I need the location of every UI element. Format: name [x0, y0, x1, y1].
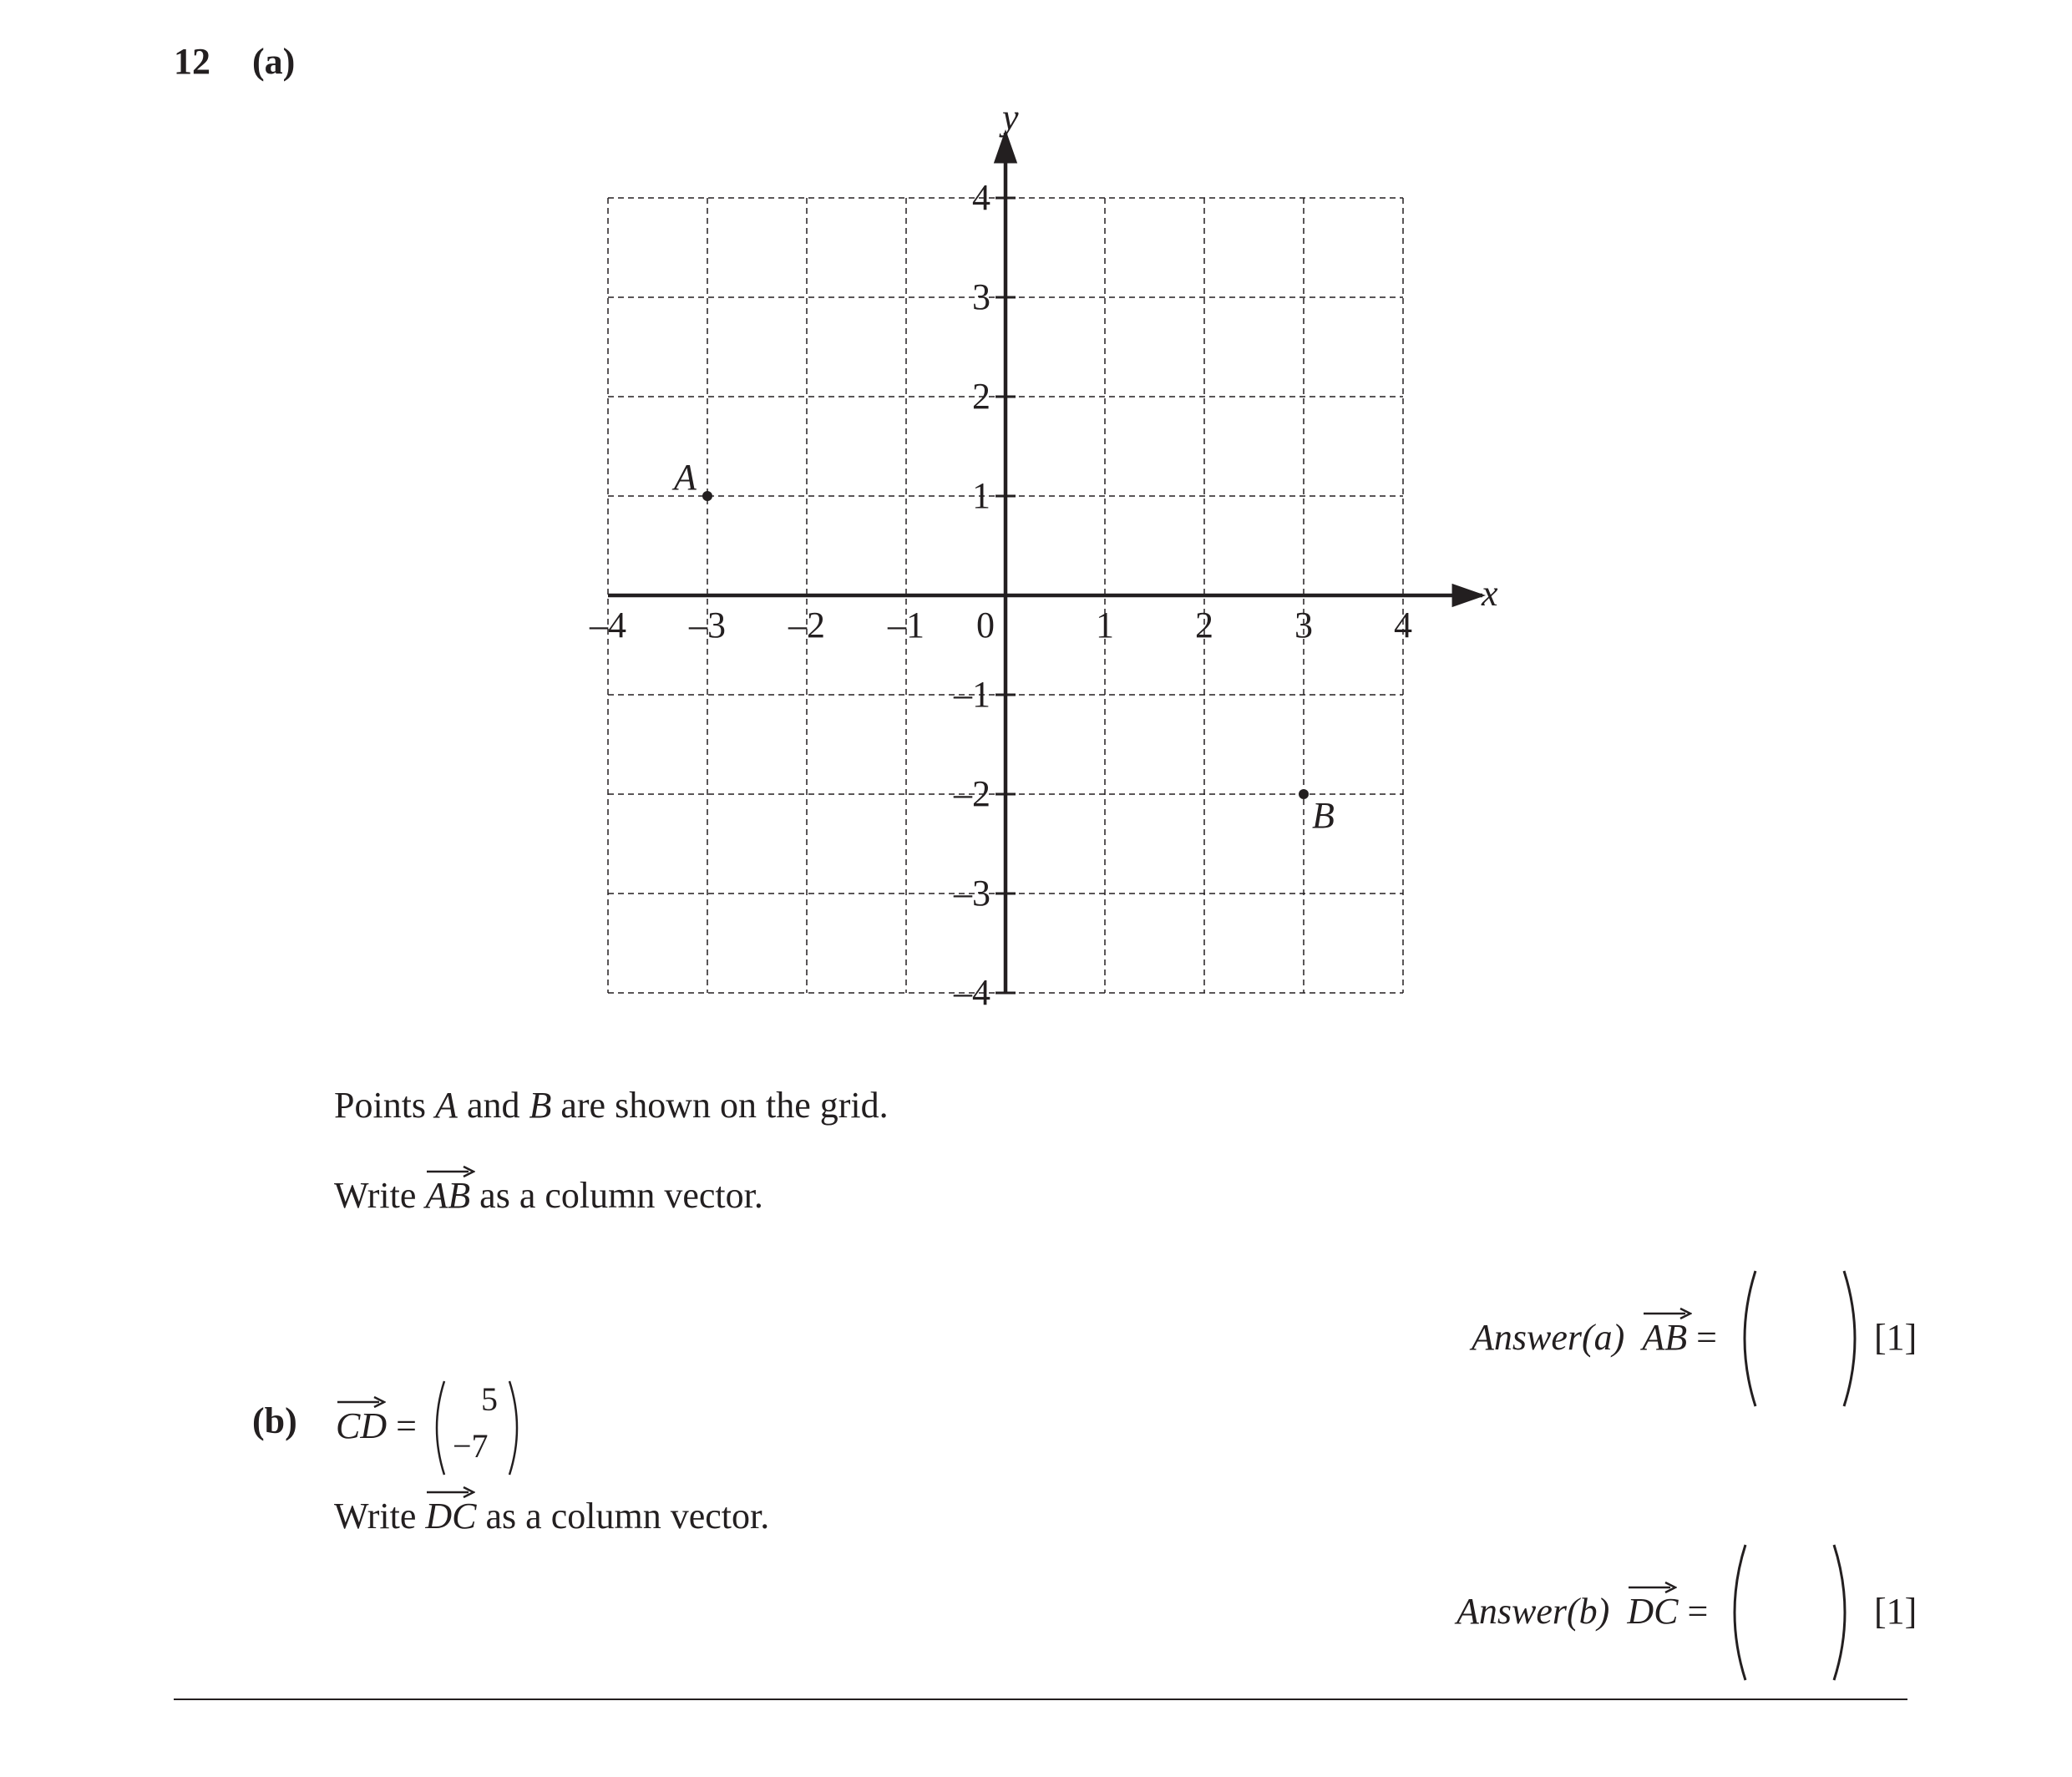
- y-tick-label: 4: [972, 177, 990, 218]
- answer-b-marks: [1]: [1874, 1591, 1917, 1632]
- x-tick-label: –1: [888, 605, 925, 645]
- x-tick-label: 3: [1294, 605, 1313, 645]
- x-tick-label: 4: [1394, 605, 1412, 645]
- y-tick-label: 1: [972, 475, 990, 516]
- x-tick-label: –3: [689, 605, 726, 645]
- point-label-a: A: [674, 457, 697, 498]
- y-tick-label: –3: [954, 873, 990, 914]
- y-tick-label: 3: [972, 276, 990, 317]
- plotted-points: [671, 457, 1335, 836]
- vector-cd: CD: [336, 1405, 387, 1447]
- answer-a-marks: [1]: [1874, 1317, 1917, 1358]
- point-b: [1299, 789, 1309, 799]
- answer-b-blank-vector[interactable]: [1727, 1542, 1852, 1683]
- point-label-b: B: [1312, 795, 1335, 836]
- given-vector-bottom: −7: [453, 1427, 489, 1465]
- answer-a-label: Answer(a) AB =: [1472, 1316, 1717, 1359]
- given-vector-top: 5: [481, 1380, 498, 1418]
- question-number: 12: [174, 41, 210, 82]
- point-a: [702, 491, 712, 501]
- x-tick-label: 0: [976, 605, 995, 645]
- x-tick-label: –2: [788, 605, 825, 645]
- part-b-given-vector: CD =: [336, 1405, 417, 1447]
- part-b-label: (b): [252, 1400, 297, 1441]
- answer-a-vector: AB: [1642, 1316, 1687, 1359]
- part-a-instruction: Write AB as a column vector.: [334, 1174, 763, 1217]
- answer-b-vector: DC: [1627, 1590, 1678, 1633]
- answer-b-label: Answer(b) DC =: [1456, 1590, 1708, 1633]
- bottom-divider: [174, 1699, 1907, 1700]
- y-tick-label: –1: [954, 674, 990, 715]
- vector-dc: DC: [425, 1495, 476, 1537]
- y-tick-label: –4: [954, 972, 990, 1013]
- x-axis-label: x: [1482, 573, 1498, 614]
- part-a-intro-text: Points A and B are shown on the grid.: [334, 1085, 889, 1126]
- y-tick-label: –2: [954, 773, 990, 814]
- x-tick-label: 1: [1096, 605, 1114, 645]
- x-tick-label: 2: [1195, 605, 1213, 645]
- part-b-instruction: Write DC as a column vector.: [334, 1495, 769, 1537]
- x-tick-label: –4: [590, 605, 626, 645]
- answer-a-blank-vector[interactable]: [1737, 1268, 1862, 1410]
- part-a-label: (a): [252, 41, 296, 82]
- y-axis-label: y: [1002, 97, 1019, 138]
- axes: [608, 133, 1482, 993]
- vector-ab: AB: [425, 1174, 470, 1217]
- y-tick-label: 2: [972, 376, 990, 417]
